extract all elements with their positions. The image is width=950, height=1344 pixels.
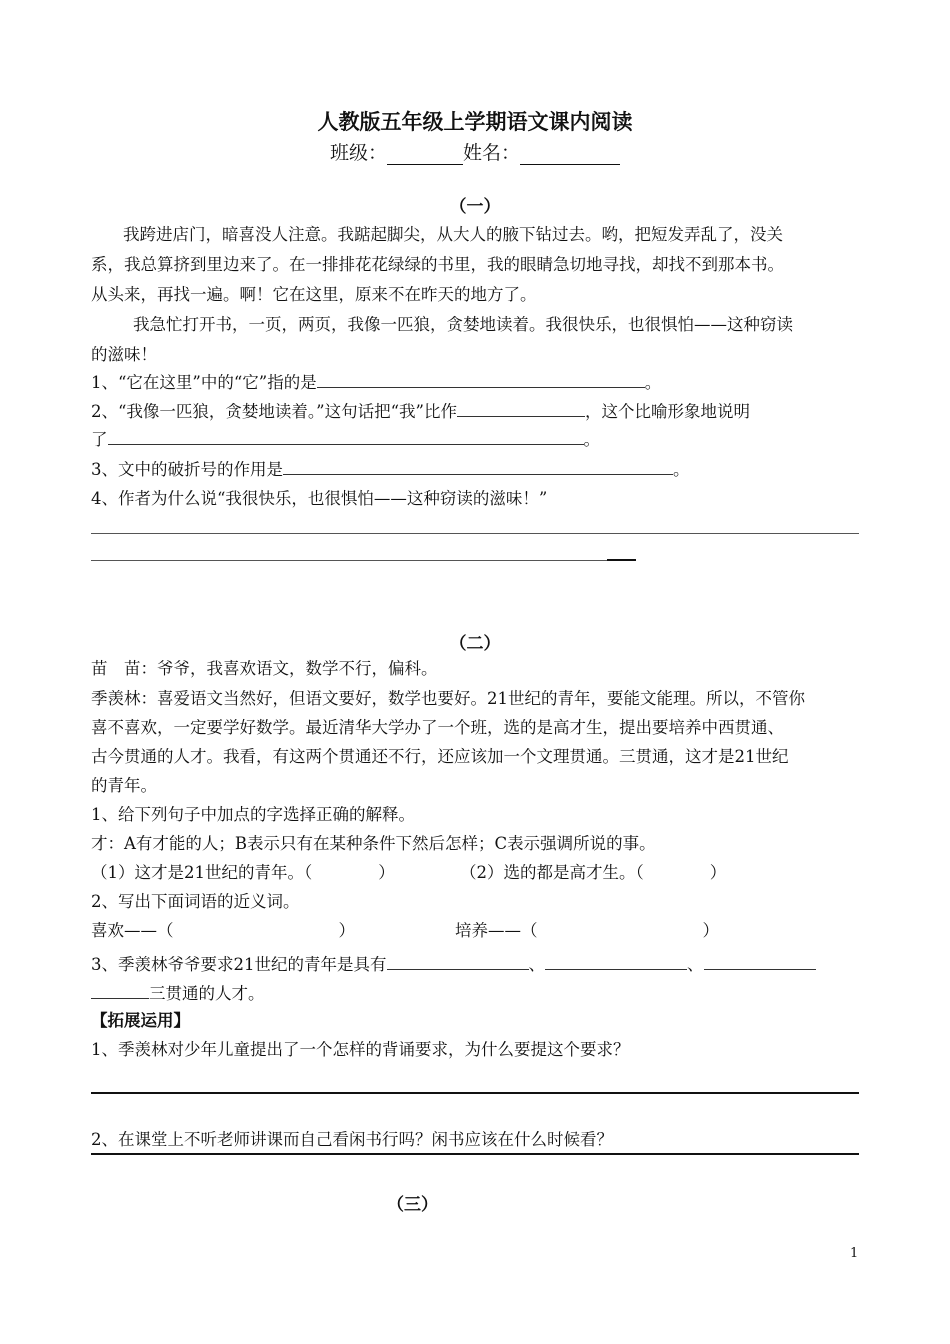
student-info-line [0,138,950,165]
s2-q1-sub1: （1）这才是21世纪的青年。（ ） [91,863,395,882]
s2-q3-sep: 、 [528,955,545,974]
s1-q4-answer-line[interactable] [91,560,607,561]
section-2-heading: （二） [449,634,501,654]
passage-1-line: 从头来，再找一遍。啊！它在这里，原来不在昨天的地方了。 [91,285,537,304]
s2-question-1: 1、给下列句子中加点的字选择正确的解释。 [91,805,415,824]
s2-q3-blank-2[interactable] [545,953,687,970]
passage-1-line: 我急忙打开书，一页，两页，我像一匹狼，贪婪地读着。我很快乐，也很惧怕——这种窃读 [133,315,793,334]
s2-q1-options: 才：A有才能的人；B表示只有在某种条件下然后怎样；C表示强调所说的事。 [91,834,656,853]
dialogue-line: 古今贯通的人才。我看，有这两个贯通还不行，还应该加一个文理贯通。三贯通，这才是21世纪 [91,747,789,766]
s2-q3-blank-1[interactable] [387,953,529,970]
s1-question-2-cont [91,428,600,451]
s2-q2-word-2: 培养——（ ） [455,921,719,940]
s1-question-2 [91,400,750,423]
s2-question-3-cont [91,982,265,1005]
ext-q1-answer-line[interactable] [91,1092,859,1094]
name-label: 姓名： [463,142,521,164]
dialogue-line-miaomiao [91,658,438,680]
speaker-label: 苗 苗： [91,659,157,678]
s1-q1-text: 1、“它在这里”中的“它”指的是 [91,373,317,392]
class-blank[interactable] [387,146,463,165]
dialogue-line: 季羡林：喜爱语文当然好，但语文要好，数学也要好。21世纪的青年，要能文能理。所以，不管你 [91,689,805,708]
s2-q2-word-1: 喜欢——（ ） [91,921,355,940]
s1-question-3 [91,458,690,481]
s1-question-1 [91,371,661,394]
s2-question-2: 2、写出下面词语的近义词。 [91,892,300,911]
s1-question-4: 4、作者为什么说“我很快乐，也很惧怕——这种窃读的滋味！” [91,489,548,508]
page-number: 1 [850,1246,859,1261]
s2-q3-blank-3[interactable] [704,953,816,970]
s2-q3-end: 三贯通的人才。 [149,984,265,1003]
class-label: 班级： [329,142,387,164]
s1-q2-text-2: ，这个比喻形象地说明 [585,402,750,421]
name-blank[interactable] [520,146,620,165]
passage-1-line: 系，我总算挤到里边来了。在一排排花花绿绿的书里，我的眼睛急切地寻找，却找不到那本书。 [91,255,784,274]
ext-question-2: 2、在课堂上不听老师讲课而自己看闲书行吗？闲书应该在什么时候看？ [91,1130,613,1149]
s1-q2-text: 2、“我像一匹狼，贪婪地读着。”这句话把“我”比作 [91,402,457,421]
s1-q2-end: 。 [583,430,600,449]
s2-question-3 [91,953,816,976]
s1-q3-answer-blank[interactable] [283,458,673,475]
ext-q2-answer-line[interactable] [91,1153,859,1155]
dialogue-line: 的青年。 [91,776,157,795]
s1-q4-answer-line[interactable] [91,533,859,534]
section-3-heading: （三） [387,1195,438,1215]
passage-1-line: 的滋味！ [91,345,157,364]
s1-q2-answer-blank-1[interactable] [457,400,585,417]
section-1-heading: （一） [449,197,501,217]
s1-q2-answer-blank-2[interactable] [108,428,584,445]
s2-q3-text: 3、季羡林爷爷要求21世纪的青年是具有 [91,955,387,974]
s1-q1-answer-blank[interactable] [317,371,645,388]
dialogue-line: 喜不喜欢，一定要学好数学。最近清华大学办了一个班，选的是高才生，提出要培养中西贯通、 [91,718,784,737]
passage-1-line: 我跨进店门，暗喜没人注意。我踮起脚尖，从大人的腋下钻过去。哟，把短发弄乱了，没关 [123,225,783,244]
s2-q3-blank-3-cont[interactable] [91,982,149,999]
dialogue-text: 爷爷，我喜欢语文，数学不行，偏科。 [157,659,438,678]
s1-q2-text-3: 了 [91,430,108,449]
page-title: 人教版五年级上学期语文课内阅读 [317,110,633,134]
s2-q3-sep: 、 [687,955,704,974]
s1-q3-end: 。 [673,460,690,479]
s1-q1-end: 。 [644,373,662,392]
s1-q3-text: 3、文中的破折号的作用是 [91,460,283,479]
s2-q1-sub2: （2）选的都是高才生。（ ） [460,863,727,882]
answer-line-end [607,559,636,561]
extension-heading: 【拓展运用】 [91,1011,190,1030]
ext-question-1: 1、季羡林对少年儿童提出了一个怎样的背诵要求，为什么要提这个要求？ [91,1040,630,1059]
